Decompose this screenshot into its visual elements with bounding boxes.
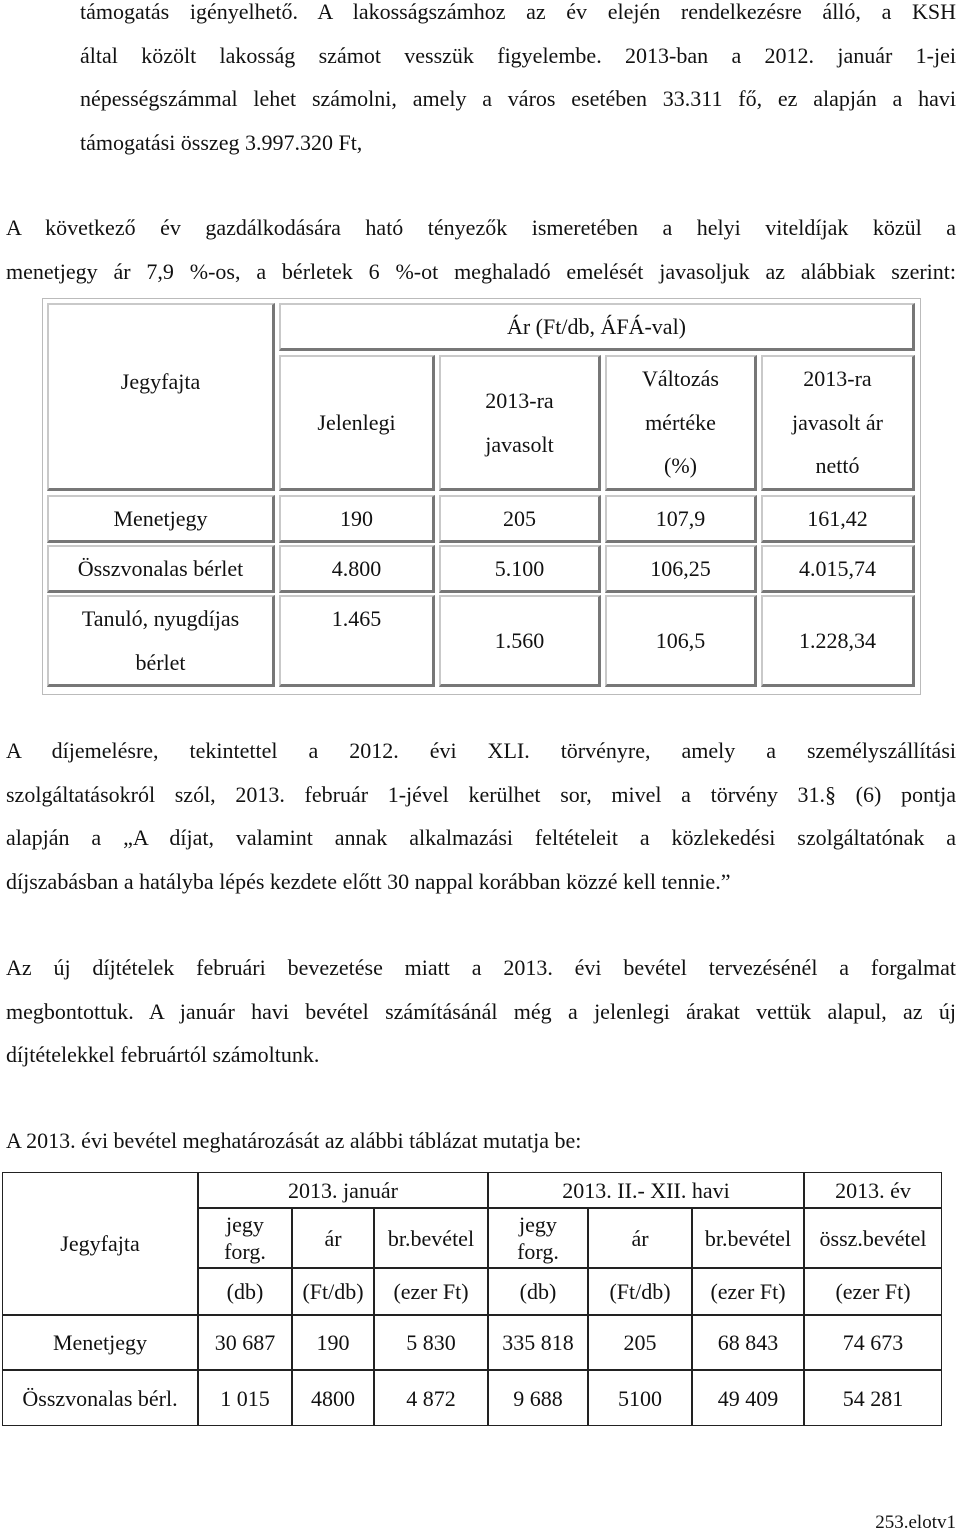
cell-text: 49 409 (717, 1385, 779, 1411)
header-jan-price (292, 1208, 374, 1268)
table-cell (804, 1370, 942, 1426)
header-label: Jegyfajta (120, 368, 201, 394)
table-cell (804, 1315, 942, 1370)
header-ticket-type (2, 1172, 198, 1315)
header-label: 2013-ra (803, 366, 872, 392)
header-label: mértéke (645, 409, 716, 435)
table-cell (488, 1370, 588, 1426)
table-cell-type (47, 595, 275, 687)
table-cell-net (761, 595, 915, 687)
table-cell-type (47, 545, 275, 593)
header-net-price (761, 355, 915, 491)
header-label: (%) (664, 453, 697, 479)
cell-text: 106,5 (655, 627, 706, 653)
header-current (279, 355, 435, 491)
text-line: A díjemelésre, tekintettel a 2012. évi XLI. törvényre, amely a személyszállítási (6, 738, 956, 763)
header-group-january (198, 1172, 488, 1208)
header-label: forg. (517, 1239, 559, 1264)
header-label: ár (631, 1225, 649, 1251)
header-label: forg. (224, 1239, 266, 1264)
table-cell (292, 1370, 374, 1426)
table-cell (198, 1370, 292, 1426)
text-line: alapján a „A díjat, valamint annak alkalmazási feltételeit a közlekedési szolgáltatónak a (6, 825, 956, 850)
header-label: ár (324, 1225, 342, 1251)
text-line: támogatási összeg 3.997.320 Ft, (80, 129, 363, 155)
table-cell-proposed (439, 595, 601, 687)
text-line: menetjegy ár 7,9 %-os, a bérletek 6 %-ot meghaladó emelését javasoljuk az alábbiak szerint: (6, 258, 956, 284)
table-cell (692, 1315, 804, 1370)
cell-text: 5100 (618, 1385, 662, 1411)
table-cell (198, 1315, 292, 1370)
paragraph-table-intro (6, 1119, 956, 1163)
paragraph-support (80, 0, 956, 164)
table-cell-type (2, 1315, 198, 1370)
header-label: össz.bevétel (819, 1225, 927, 1251)
text-line: Az új díjtételek februári bevezetése miatt a 2013. évi bevétel tervezésénél a forgalmat (6, 955, 956, 980)
header-label: nettó (815, 453, 860, 479)
cell-text: Összvonalas bérl. (22, 1385, 178, 1411)
cell-text: bérlet (135, 649, 186, 675)
cell-text: 190 (316, 1330, 350, 1355)
table-cell-change (605, 595, 757, 687)
page-footer-code: 253.elotv1 (875, 1512, 956, 1533)
table-cell (292, 1315, 374, 1370)
cell-text: 190 (340, 505, 373, 531)
cell-text: 205 (503, 505, 536, 531)
cell-text: 1.560 (494, 627, 545, 653)
cell-text: 4 872 (406, 1385, 456, 1411)
unit-label (374, 1268, 488, 1315)
paragraph-legal-basis (6, 729, 956, 903)
cell-text: 68 843 (717, 1330, 779, 1355)
cell-text: 74 673 (842, 1330, 904, 1355)
revenue-table (2, 1172, 942, 1434)
cell-text: 1.465 (331, 606, 382, 631)
table-cell (374, 1315, 488, 1370)
unit-label (692, 1268, 804, 1315)
text-line: támogatás igényelhető. A lakosságszámhoz az év elején rendelkezésre álló, a KSH (80, 0, 956, 24)
cell-text: 4.015,74 (799, 555, 876, 581)
text-line: díjtételekkel februártól számoltunk. (6, 1042, 320, 1067)
cell-text: 335 818 (502, 1330, 574, 1355)
unit-text: (ezer Ft) (835, 1279, 911, 1304)
unit-text: (Ft/db) (609, 1279, 671, 1304)
header-feb-volume (488, 1208, 588, 1268)
table-cell-net (761, 545, 915, 593)
header-label: Jegyfajta (60, 1231, 140, 1256)
cell-text: 107,9 (655, 505, 706, 531)
table-cell-net (761, 495, 915, 543)
paragraph-revenue-planning (6, 946, 956, 1077)
header-label: Jelenlegi (317, 409, 396, 435)
cell-text: 161,42 (807, 505, 868, 531)
text-line: szolgáltatásokról szól, 2013. február 1-jével kerülhet sor, mivel a törvény 31.§ (6) pontja (6, 781, 956, 807)
unit-text: (db) (519, 1279, 557, 1304)
header-label: Ár (Ft/db, ÁFÁ-val) (506, 313, 687, 339)
header-label: 2013. január (288, 1177, 398, 1203)
cell-text: Összvonalas bérlet (77, 555, 244, 581)
fare-table (42, 298, 921, 695)
header-label: jegy (519, 1212, 557, 1237)
header-label: 2013. év (835, 1177, 911, 1203)
text-line: által közölt lakosság számot vesszük figyelembe. 2013-ban a 2012. január 1-jei (80, 42, 956, 68)
unit-text: (Ft/db) (302, 1279, 364, 1304)
header-feb-revenue (692, 1208, 804, 1268)
table-cell (488, 1315, 588, 1370)
header-change (605, 355, 757, 491)
table-cell-type (47, 495, 275, 543)
table-cell-proposed (439, 545, 601, 593)
text-line: A következő év gazdálkodására ható tényezők ismeretében a helyi viteldíjak közül a (6, 215, 956, 240)
header-label: 2013. II.- XII. havi (562, 1177, 730, 1203)
header-label: jegy (226, 1212, 264, 1237)
cell-text: 4.800 (331, 555, 382, 581)
header-group-year (804, 1172, 942, 1208)
unit-text: (ezer Ft) (393, 1279, 469, 1304)
table-cell-current (279, 495, 435, 543)
header-label: 2013-ra (485, 388, 554, 413)
unit-text: (db) (226, 1279, 264, 1304)
header-label: Változás (642, 366, 719, 392)
cell-text: 9 688 (513, 1385, 563, 1411)
header-price-group (279, 303, 915, 351)
text-line: díjszabásban a hatályba lépés kezdete előtt 30 nappal korábban közzé kell tennie.” (6, 868, 731, 894)
unit-text: (ezer Ft) (710, 1279, 786, 1304)
cell-text: 54 281 (842, 1385, 904, 1411)
text-line: népességszámmal lehet számolni, amely a város esetében 33.311 fő, ez alapján a havi (80, 86, 956, 111)
cell-text: Menetjegy (52, 1330, 148, 1355)
header-proposed (439, 355, 601, 491)
header-jan-volume (198, 1208, 292, 1268)
header-group-feb-dec (488, 1172, 804, 1208)
cell-text: 106,25 (650, 555, 711, 581)
table-cell-change (605, 495, 757, 543)
header-label: br.bevétel (704, 1225, 792, 1251)
cell-text: 205 (623, 1330, 657, 1355)
cell-text: Menetjegy (113, 505, 208, 531)
table-cell (692, 1370, 804, 1426)
cell-text: Tanuló, nyugdíjas (81, 606, 240, 631)
text-line: megbontottuk. A január havi bevétel számításánál még a jelenlegi árakat vettük alapul, az új (6, 998, 956, 1024)
unit-label (804, 1268, 942, 1315)
unit-label (198, 1268, 292, 1315)
header-feb-price (588, 1208, 692, 1268)
table-cell (588, 1370, 692, 1426)
header-label: br.bevétel (387, 1225, 475, 1251)
table-cell (374, 1370, 488, 1426)
table-cell-proposed (439, 495, 601, 543)
cell-text: 5 830 (406, 1330, 456, 1355)
table-cell-type (2, 1370, 198, 1426)
header-ticket-type (47, 303, 275, 491)
cell-text: 5.100 (494, 555, 545, 581)
cell-text: 30 687 (214, 1330, 276, 1355)
cell-text: 4800 (311, 1385, 355, 1411)
paragraph-fare-increase (6, 206, 956, 293)
header-label: javasolt (485, 431, 554, 457)
unit-label (488, 1268, 588, 1315)
table-cell-change (605, 545, 757, 593)
table-cell (588, 1315, 692, 1370)
header-label: javasolt ár (791, 409, 884, 435)
unit-label (292, 1268, 374, 1315)
table-cell-current (279, 595, 435, 687)
cell-text: 1.228,34 (799, 627, 876, 653)
header-year-revenue (804, 1208, 942, 1268)
table-cell-current (279, 545, 435, 593)
text-line: A 2013. évi bevétel meghatározását az alábbi táblázat mutatja be: (6, 1128, 582, 1153)
cell-text: 1 015 (220, 1385, 270, 1411)
header-jan-revenue (374, 1208, 488, 1268)
unit-label (588, 1268, 692, 1315)
